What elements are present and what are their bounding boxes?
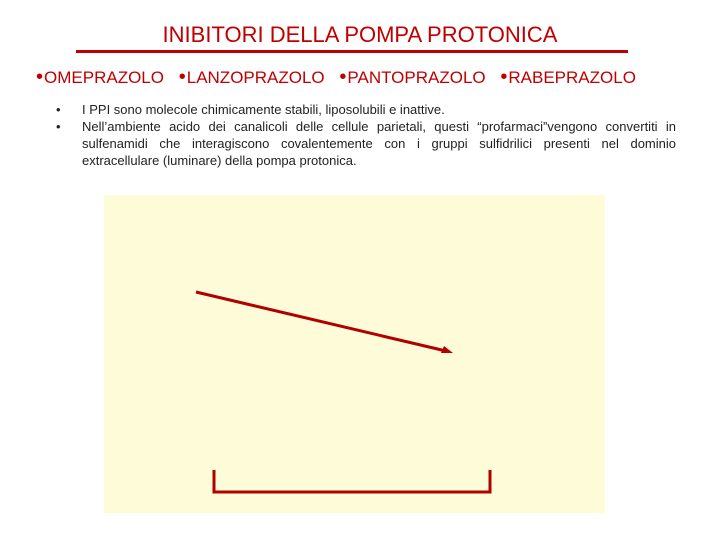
arrow-line xyxy=(196,292,446,351)
bullet-mark-icon: • xyxy=(56,119,61,134)
arrow-head-icon xyxy=(441,346,453,353)
drug-label: RABEPRAZOLO xyxy=(508,68,636,87)
slide-title: INIBITORI DELLA POMPA PROTONICA xyxy=(162,22,558,47)
drug-item-pantoprazolo xyxy=(339,66,485,89)
bullet-text: I PPI sono molecole chimicamente stabili, liposolubili e inattive. xyxy=(82,102,445,117)
bullet-mark-icon: • xyxy=(56,102,61,117)
bullet-item xyxy=(56,101,676,118)
drug-item-rabeprazolo xyxy=(500,66,636,89)
bullet-dot-icon: • xyxy=(178,66,186,88)
bracket-shape xyxy=(214,470,490,492)
bullet-dot-icon: • xyxy=(36,66,44,88)
bullet-dot-icon: • xyxy=(339,66,347,88)
diagram-canvas xyxy=(104,195,605,513)
drug-item-lanzoprazolo xyxy=(179,66,325,89)
drug-list xyxy=(36,66,676,89)
drug-label: LANZOPRAZOLO xyxy=(186,68,325,87)
bullet-text: Nell’ambiente acido dei canalicoli delle cellule parietali, questi “profarmaci”vengono convertiti in sulfenamidi che interagiscono covalentemente con i gruppi sulfidrilici presenti nel dominio extracellulare (luminare) della pompa protonica. xyxy=(82,119,676,168)
bullet-list xyxy=(56,101,676,169)
bullet-dot-icon: • xyxy=(500,66,508,88)
drug-item-omeprazolo xyxy=(36,66,164,89)
bullet-item xyxy=(56,118,676,169)
diagram-panel xyxy=(104,195,605,513)
drug-label: PANTOPRAZOLO xyxy=(347,68,486,87)
title-underline xyxy=(76,50,628,53)
drug-label: OMEPRAZOLO xyxy=(44,68,164,87)
